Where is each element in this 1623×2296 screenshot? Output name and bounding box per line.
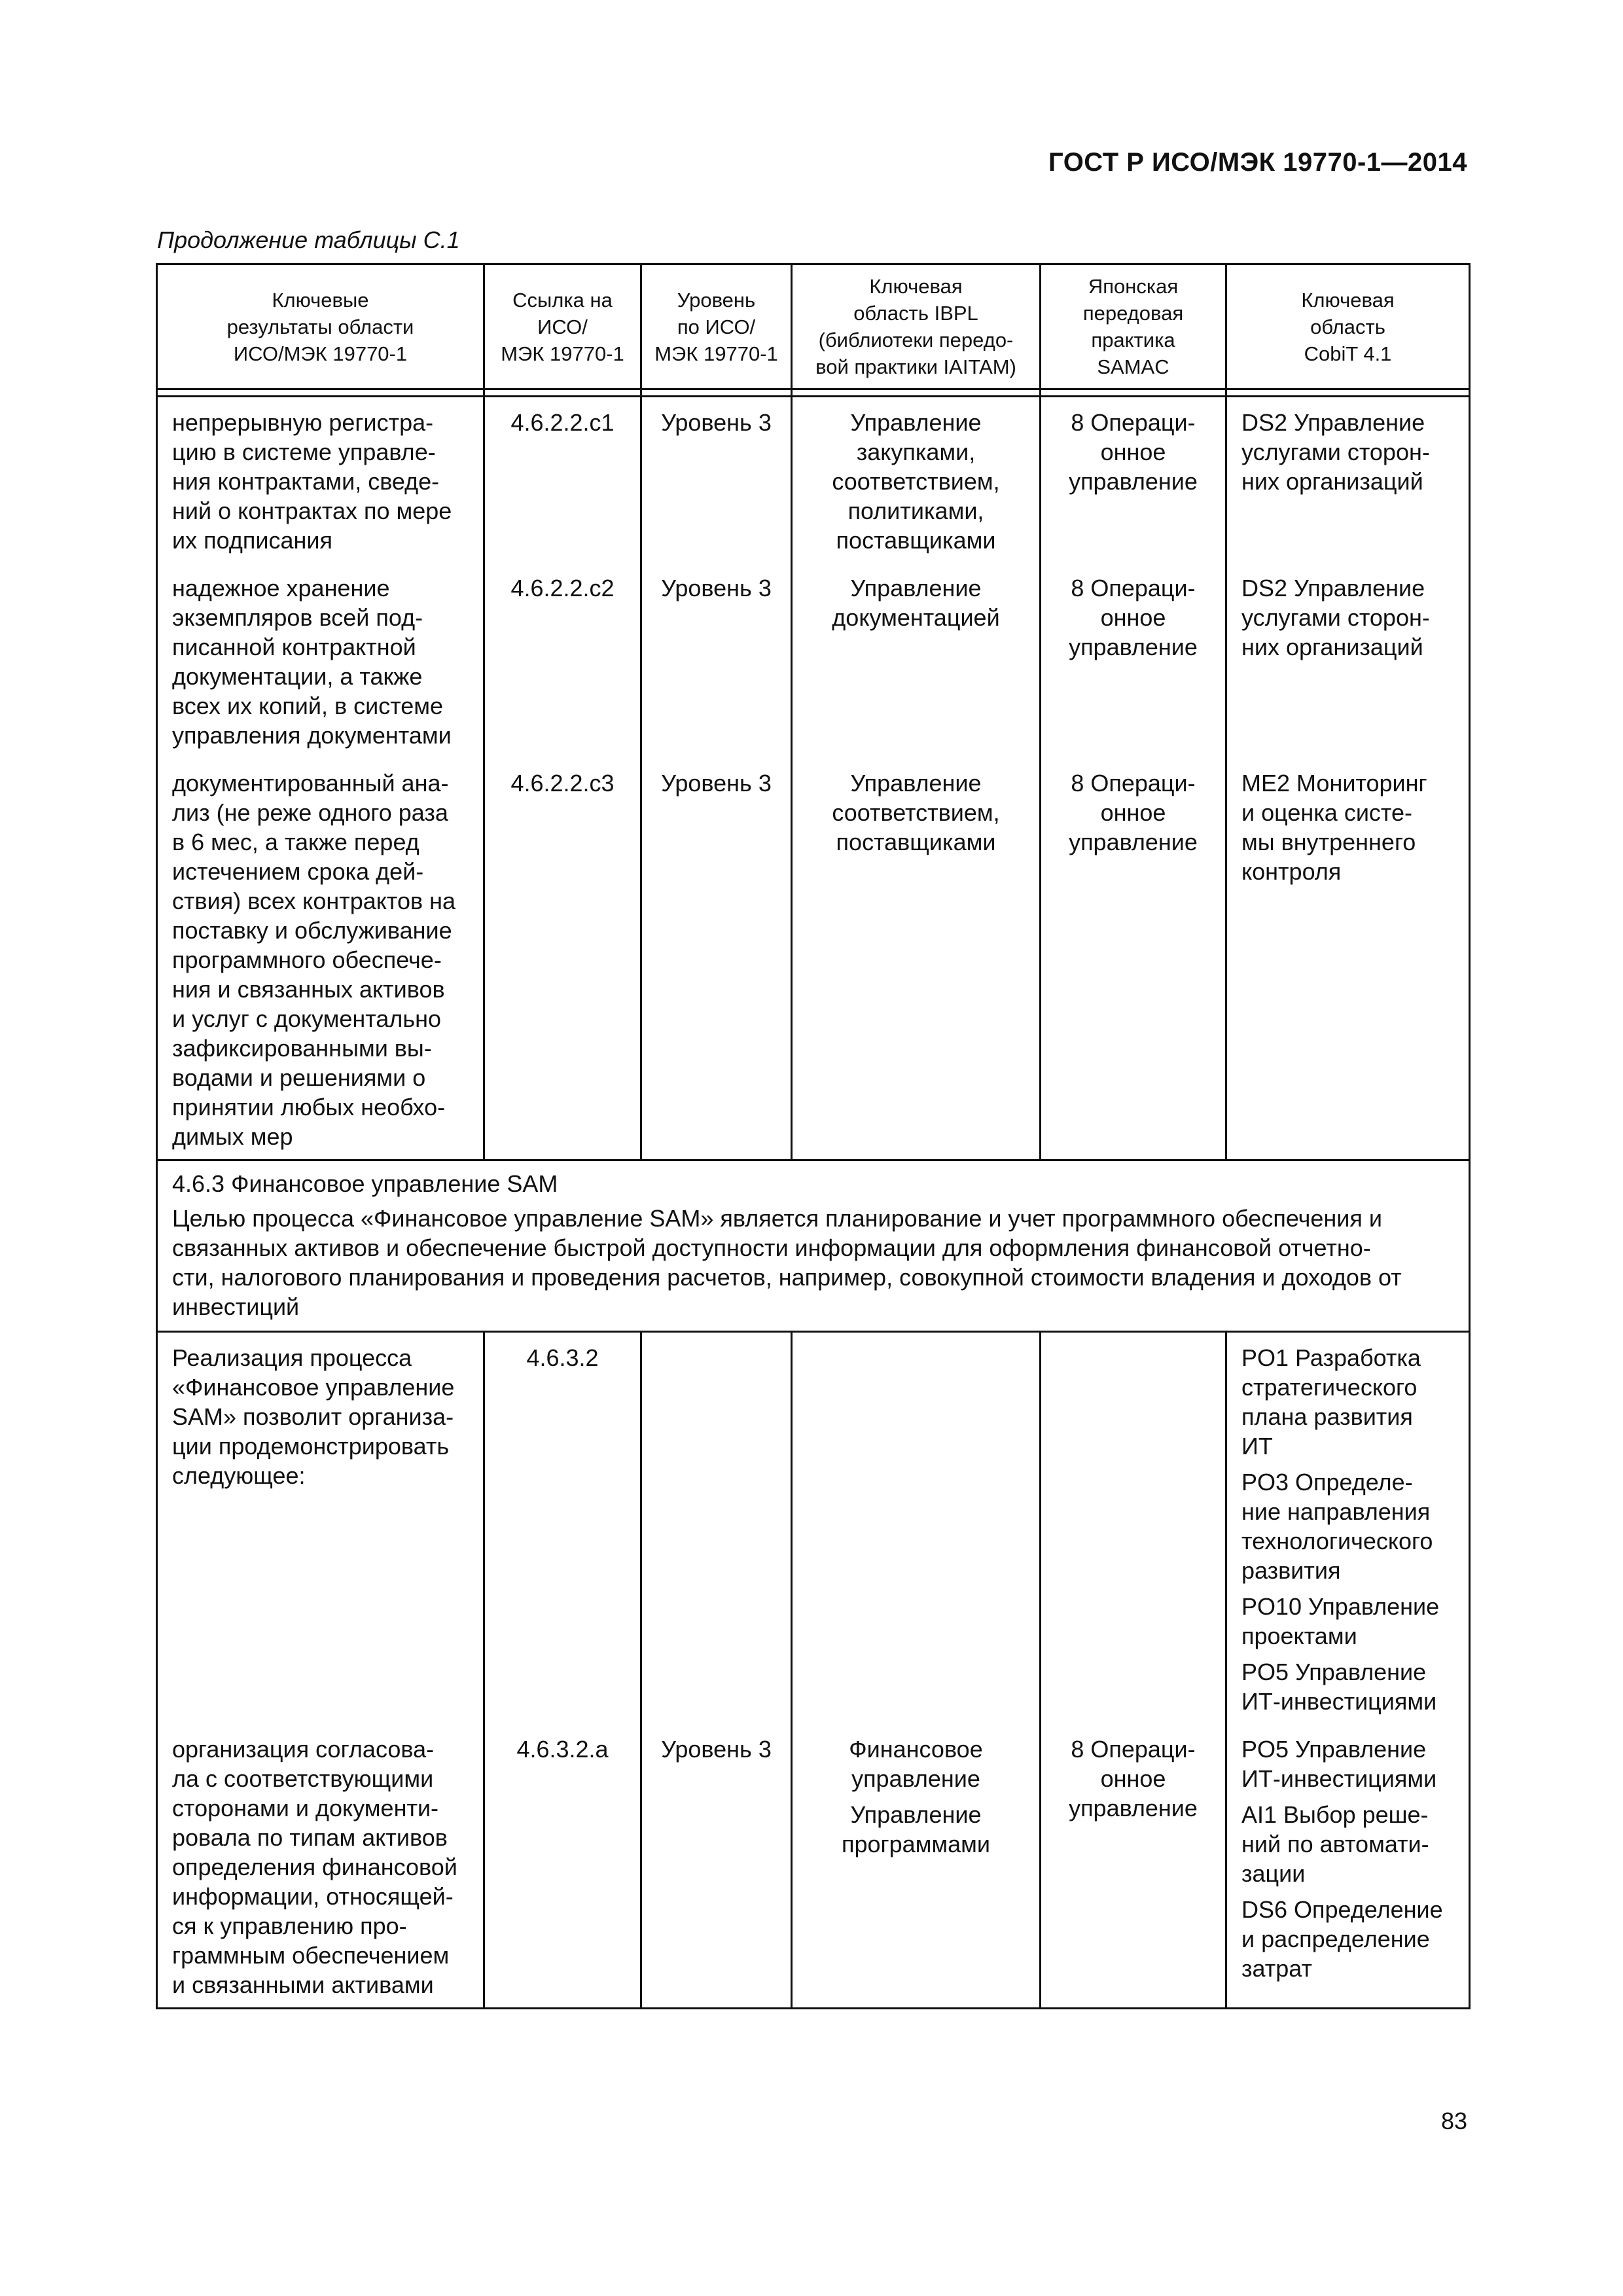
key-result-line: и связанными активами [172,1971,434,1998]
text-line: передовая [1082,302,1184,325]
iso-level-cell [641,397,792,564]
samac-practice-line: управление [1069,634,1198,660]
cobit-area-line: PO5 Управление [1241,1736,1427,1763]
text-line: Целью процесса «Финансовое управление SAM» является планирование и учет программного обеспечения и [172,1205,1383,1232]
cobit-area-line: ИТ-инвестициями [1241,1688,1437,1715]
key-result-line: писанной контрактной [172,634,416,660]
cobit-area-line: услугами сторон- [1241,604,1430,631]
key-result-line: Реализация процесса [172,1344,412,1371]
cobit-area-line: ME2 Мониторинг [1241,770,1427,797]
ibpl-area-line-block [799,1734,1033,1793]
table-row [157,563,1470,758]
text-line: CobiT 4.1 [1304,342,1392,365]
key-result-line: «Финансовое управление [172,1374,455,1401]
samac-practice-line: 8 Операци- [1071,1736,1196,1763]
text-line: Уровень [677,288,756,312]
key-result-line: ствия) всех контрактов на [172,888,456,914]
section-cell [157,1160,1470,1332]
ibpl-area-cell [792,1332,1041,1725]
cobit-area-line-block [1241,1800,1457,1888]
ibpl-area-line: Управление [850,409,982,436]
cobit-area-line: услугами сторон- [1241,439,1430,465]
text-line: Ключевые [272,288,369,312]
table-body-second [157,1332,1470,2009]
cobit-area-line: и оценка систе- [1241,799,1413,826]
cobit-area-line: мы внутреннего [1241,829,1416,855]
ibpl-area-line-block [799,408,1033,555]
key-result-line: поставку и обслуживание [172,917,452,944]
ibpl-area-cell [792,397,1041,564]
key-result-line: их подписания [172,527,332,554]
cobit-area-cell [1226,1332,1470,1725]
section-title: 4.6.3 Финансовое управление SAM [172,1170,558,1197]
iso-reference-cell [484,1332,641,1725]
cobit-area-line: проектами [1241,1623,1357,1649]
section-description [172,1204,1454,1321]
iso-level-cell [641,758,792,1160]
ibpl-area-line: поставщиками [836,829,996,855]
cobit-area-line-block [1241,1343,1457,1461]
ibpl-area-line: Управление [850,770,982,797]
key-result-line: цию в системе управле- [172,439,436,465]
key-result-line: и услуг с документально [172,1005,442,1032]
iso-level: Уровень 3 [661,1736,772,1763]
cobit-area-cell [1226,1724,1470,2009]
cobit-area-line: PO5 Управление [1241,1659,1427,1685]
cobit-area-line-block [1241,573,1457,662]
iso-level: Уровень 3 [661,575,772,601]
text-line: практика [1091,329,1175,351]
ibpl-area-line: Управление [850,1801,982,1828]
key-result-line: в 6 мес, а также перед [172,829,419,855]
ibpl-area-line: закупками, [856,439,976,465]
cobit-area-line-block [1241,768,1457,886]
cobit-area-line: DS2 Управление [1241,575,1425,601]
key-result-line: ния и связанных активов [172,976,445,1003]
iso-level-cell [641,1724,792,2009]
key-result-line: следующее: [172,1462,306,1489]
cobit-area-line: AI1 Выбор реше- [1241,1801,1429,1828]
cobit-area-line: развития [1241,1557,1341,1584]
key-result-line: димых мер [172,1123,293,1150]
key-result-line: всех их копий, в системе [172,692,444,719]
cobit-area-line: ИТ-инвестициями [1241,1765,1437,1792]
header-key-results [157,264,484,389]
ibpl-area-cell [792,1724,1041,2009]
iso-level-cell [641,563,792,758]
samac-practice-line: 8 Операци- [1071,770,1196,797]
header-ibpl-area [792,264,1041,389]
text-line: по ИСО/ [677,315,756,338]
key-result-line: ся к управлению про- [172,1912,407,1939]
key-result-line: информации, относящей- [172,1883,454,1910]
iso-reference: 4.6.2.2.c1 [510,409,615,436]
cobit-area-line-block [1241,408,1457,496]
cobit-area-line-block [1241,1467,1457,1585]
iso-level: Уровень 3 [661,770,772,797]
cobit-area-line: контроля [1241,858,1342,885]
text-line: Японская [1088,275,1179,298]
key-result-line: зафиксированными вы- [172,1035,432,1062]
cobit-area-cell [1226,397,1470,564]
text-line: связанных активов и обеспечение быстрой доступности информации для оформления финансовой отчетно- [172,1234,1371,1261]
text-line: результаты области [226,315,414,338]
ibpl-area-line-block [799,768,1033,857]
cobit-area-cell [1226,563,1470,758]
text-line: МЭК 19770-1 [501,342,624,365]
key-result-line: программного обеспече- [172,946,442,973]
samac-practice-line: онное [1100,799,1166,826]
cobit-area-line: них организаций [1241,468,1423,495]
text-line: Ключевая [869,275,963,298]
samac-practice-cell [1041,1332,1226,1725]
table-caption: Продолжение таблицы С.1 [157,226,460,253]
key-result-line: SAM» позволит организа- [172,1403,454,1430]
page-number: 83 [1440,2108,1467,2134]
ibpl-area-line: соответствием, [832,468,1000,495]
samac-practice-cell [1041,397,1226,564]
samac-practice-cell [1041,563,1226,758]
key-result-line: водами и решениями о [172,1064,426,1091]
table-row [157,758,1470,1160]
samac-practice-line: 8 Операци- [1071,575,1196,601]
ibpl-area-line: соответствием, [832,799,1000,826]
cobit-area-line-block [1241,1734,1457,1793]
table-row [157,1332,1470,1725]
key-result-line: документированный ана- [172,770,449,797]
cobit-area-line: PO3 Определе- [1241,1469,1413,1496]
cobit-area-line: DS2 Управление [1241,409,1425,436]
cobit-area-line: стратегического [1241,1374,1418,1401]
ibpl-area-line: политиками, [847,497,984,524]
key-result-line: лиз (не реже одного раза [172,799,448,826]
table-row [157,1724,1470,2009]
key-result-line: управления документами [172,722,452,749]
ibpl-area-line: Финансовое [849,1736,983,1763]
key-result-line: определения финансовой [172,1854,457,1880]
cobit-area-line: DS6 Определение [1241,1896,1443,1923]
iso-reference: 4.6.3.2 [526,1344,599,1371]
table-row [157,397,1470,564]
table-body-first [157,389,1470,1160]
text-line: область IBPL [853,302,978,325]
text-line: инвестиций [172,1293,300,1320]
standards-mapping-table [156,263,1471,2009]
text-line: сти, налогового планирования и проведения расчетов, например, совокупной стоимости владения и доходов от [172,1264,1402,1291]
cobit-area-line-block [1241,1592,1457,1651]
ibpl-area-line: управление [851,1765,980,1792]
key-result-line: ровала по типам активов [172,1824,448,1851]
key-result-line: ла с соответствующими [172,1765,434,1792]
key-result-cell [157,563,484,758]
key-result-line: организация согласова- [172,1736,435,1763]
ibpl-area-cell [792,563,1041,758]
iso-reference-cell [484,397,641,564]
cobit-area-line: PO1 Разработка [1241,1344,1421,1371]
table-header-row [157,264,1470,389]
text-line: Ключевая [1301,288,1395,312]
key-result-line: экземпляров всей под- [172,604,423,631]
key-result-line: документации, а также [172,663,423,690]
iso-reference-cell [484,1724,641,2009]
samac-practice-cell [1041,758,1226,1160]
samac-practice-line: онное [1100,604,1166,631]
iso-level-cell [641,1332,792,1725]
samac-practice-line: 8 Операци- [1071,409,1196,436]
key-result-line: ния контрактами, сведе- [172,468,440,495]
key-result-cell [157,758,484,1160]
iso-reference-cell [484,758,641,1160]
document-code: ГОСТ Р ИСО/МЭК 19770-1—2014 [1048,148,1467,177]
iso-reference: 4.6.3.2.a [516,1736,609,1763]
key-result-line: сторонами и документи- [172,1795,439,1821]
text-line: МЭК 19770-1 [654,342,778,365]
cobit-area-line: затрат [1241,1955,1312,1982]
cobit-area-line-block [1241,1895,1457,1983]
key-result-line: истечением срока дей- [172,858,424,885]
text-line: SAMAC [1097,355,1169,378]
ibpl-area-cell [792,758,1041,1160]
section-block [157,1160,1470,1332]
samac-practice-cell [1041,1724,1226,2009]
cobit-area-line: ние направления [1241,1498,1431,1525]
text-line: вой практики IAITAM) [815,355,1016,378]
header-iso-level [641,264,792,389]
iso-reference: 4.6.2.2.c2 [510,575,615,601]
header-iso-reference [484,264,641,389]
cobit-area-line: зации [1241,1860,1306,1887]
text-line: область [1310,315,1385,338]
key-result-line: ции продемонстрировать [172,1433,450,1460]
header-samac-practice [1041,264,1226,389]
ibpl-area-line: документацией [832,604,1000,631]
samac-practice-line: управление [1069,829,1198,855]
samac-practice-line: онное [1100,439,1166,465]
key-result-cell [157,1724,484,2009]
key-result-cell [157,1332,484,1725]
cobit-area-line: них организаций [1241,634,1423,660]
ibpl-area-line-block [799,1800,1033,1859]
key-result-line: граммным обеспечением [172,1942,450,1969]
key-result-line: непрерывную регистра- [172,409,434,436]
cobit-area-line: ИТ [1241,1433,1273,1460]
text-line: ИСО/ [537,315,588,338]
iso-reference-cell [484,563,641,758]
text-line: (библиотеки передо- [818,329,1014,351]
cobit-area-cell [1226,758,1470,1160]
samac-practice-line: управление [1069,468,1198,495]
cobit-area-line: и распределение [1241,1926,1430,1952]
key-result-line: принятии любых необхо- [172,1094,446,1121]
iso-level: Уровень 3 [661,409,772,436]
samac-practice-line: онное [1100,1765,1166,1792]
cobit-area-line-block [1241,1657,1457,1716]
iso-reference: 4.6.2.2.c3 [510,770,615,797]
text-line: Ссылка на [512,288,613,312]
key-result-cell [157,397,484,564]
key-result-line: надежное хранение [172,575,390,601]
cobit-area-line: PO10 Управление [1241,1593,1440,1620]
ibpl-area-line: поставщиками [836,527,996,554]
cobit-area-line: плана развития [1241,1403,1413,1430]
cobit-area-line: технологического [1241,1528,1433,1554]
ibpl-area-line: Управление [850,575,982,601]
header-cobit-area [1226,264,1470,389]
samac-practice-line: управление [1069,1795,1198,1821]
key-result-line: ний о контрактах по мере [172,497,452,524]
cobit-area-line: ний по автомати- [1241,1831,1429,1857]
ibpl-area-line-block [799,573,1033,632]
ibpl-area-line: программами [841,1831,991,1857]
text-line: ИСО/МЭК 19770-1 [233,342,408,365]
